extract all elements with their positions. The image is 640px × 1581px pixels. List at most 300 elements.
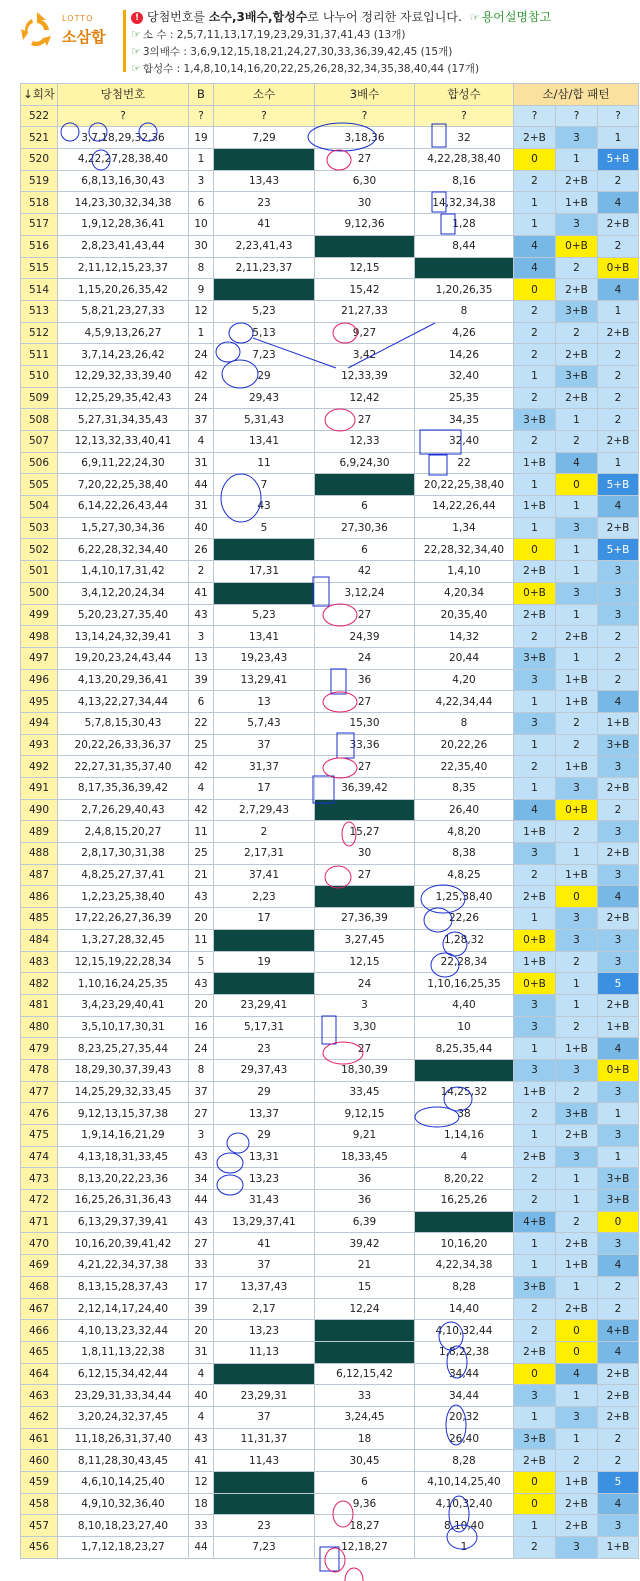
triple-cell: 27,36,39 [315,908,415,930]
header-triple: 3배수 [315,84,415,106]
prime-cell [214,582,315,604]
pattern-cell: 3+B [556,1103,598,1125]
intro-text-end: 로 나누어 정리한 자료입니다. [307,10,462,24]
pattern-cell: 2 [598,1276,639,1298]
numbers-cell: 1,10,16,24,25,35 [58,973,189,995]
round-cell: 501 [21,561,58,583]
pattern-cell: 2 [556,1211,598,1233]
pattern-cell: 2+B [556,1233,598,1255]
numbers-cell: 1,2,23,25,38,40 [58,886,189,908]
composite-cell: 14,26 [415,344,514,366]
prime-cell: 41 [214,1233,315,1255]
round-cell: 505 [21,474,58,496]
prime-cell: 31,43 [214,1190,315,1212]
table-row [21,1537,639,1559]
round-cell: 519 [21,170,58,192]
header-bonus: B [189,84,214,106]
pattern-cell: 3+B [556,300,598,322]
pattern-cell: 1 [514,1255,556,1277]
round-cell: 500 [21,582,58,604]
pattern-cell: 3 [514,1016,556,1038]
pattern-cell: 1 [556,539,598,561]
bonus-cell: 34 [189,1168,214,1190]
prime-cell: 2,11,23,37 [214,257,315,279]
pattern-cell: 3+B [514,647,556,669]
prime-cell [214,929,315,951]
composite-cell: 4,10,32,44 [415,1320,514,1342]
composite-cell: 20,44 [415,647,514,669]
numbers-cell: 23,29,31,33,34,44 [58,1385,189,1407]
round-cell: 493 [21,734,58,756]
table-row [21,1211,639,1233]
pattern-cell: 2+B [556,626,598,648]
table-row [21,756,639,778]
prime-cell: 37,41 [214,864,315,886]
composite-cell: 25,35 [415,387,514,409]
composite-cell: 22 [415,452,514,474]
table-row [21,951,639,973]
table-row [21,344,639,366]
composite-cell: 26,40 [415,1428,514,1450]
bonus-cell: 39 [189,1298,214,1320]
triple-cell: 12,18,27 [315,1537,415,1559]
composite-cell: 4,8,25 [415,864,514,886]
table-row [21,1255,639,1277]
triple-cell: 3,18,36 [315,127,415,149]
triple-cell: 24 [315,647,415,669]
prime-cell: 13,37 [214,1103,315,1125]
pattern-cell: 2 [514,1168,556,1190]
pattern-cell: 2 [556,431,598,453]
table-row [21,474,639,496]
triple-cell: 12,33,39 [315,365,415,387]
table-row [21,1059,639,1081]
prime-cell [214,1493,315,1515]
numbers-cell: 3,7,18,29,32,36 [58,127,189,149]
intro-bold-text: 소수,3배수,합성수 [208,10,308,24]
composite-cell: 1,4,10 [415,561,514,583]
round-cell: 467 [21,1298,58,1320]
numbers-cell: 12,15,19,22,28,34 [58,951,189,973]
numbers-cell: 6,8,13,16,30,43 [58,170,189,192]
composite-cell: 10 [415,1016,514,1038]
pattern-cell: 2+B [598,843,639,865]
pattern-cell: 2 [598,669,639,691]
numbers-cell: 4,21,22,34,37,38 [58,1255,189,1277]
numbers-cell: 5,20,23,27,35,40 [58,604,189,626]
pattern-cell: 3 [556,582,598,604]
table-row [21,149,639,171]
prime-cell: 23 [214,1038,315,1060]
pattern-cell: 2 [514,1537,556,1559]
prime-cell: 41 [214,214,315,236]
composite-cell: 4,10,14,25,40 [415,1472,514,1494]
composite-cell: 4,8,20 [415,821,514,843]
bonus-cell: 12 [189,1472,214,1494]
prime-cell: 5 [214,517,315,539]
composite-cell: 34,44 [415,1363,514,1385]
triple-cell: 6 [315,539,415,561]
pattern-cell: 4 [556,452,598,474]
prime-cell: 37 [214,1406,315,1428]
table-row [21,1038,639,1060]
bonus-cell: 31 [189,1341,214,1363]
pattern-cell: 4+B [514,1211,556,1233]
round-cell: 512 [21,322,58,344]
prime-cell [214,149,315,171]
numbers-cell: 1,15,20,26,35,42 [58,279,189,301]
numbers-cell: 4,9,10,32,36,40 [58,1493,189,1515]
table-row [21,821,639,843]
composite-cell: 10,16,20 [415,1233,514,1255]
pattern-cell: 1 [556,973,598,995]
table-row [21,1233,639,1255]
bonus-cell: 3 [189,1125,214,1147]
triple-cell: 15 [315,1276,415,1298]
pattern-cell: 2 [514,322,556,344]
pattern-cell: 2 [598,799,639,821]
pattern-cell: 0 [514,539,556,561]
round-cell: 517 [21,214,58,236]
bonus-cell: 42 [189,365,214,387]
bonus-cell: 13 [189,647,214,669]
numbers-cell: 6,12,15,34,42,44 [58,1363,189,1385]
prime-cell: 31,37 [214,756,315,778]
table-header-row [21,84,639,106]
pattern-cell: 2 [514,387,556,409]
header-composite: 합성수 [415,84,514,106]
pattern-cell: 3 [514,994,556,1016]
table-row [21,1450,639,1472]
round-cell: 498 [21,626,58,648]
triple-cell: 27 [315,864,415,886]
bonus-cell: 9 [189,279,214,301]
pattern-cell: 1 [556,604,598,626]
numbers-cell: 2,7,26,29,40,43 [58,799,189,821]
triple-cell: 12,42 [315,387,415,409]
pattern-cell: 1+B [556,669,598,691]
round-cell: 504 [21,496,58,518]
pattern-cell: 3+B [598,1190,639,1212]
prime-cell: 5,13 [214,322,315,344]
bonus-cell: 44 [189,1190,214,1212]
numbers-cell: 1,9,14,16,21,29 [58,1125,189,1147]
table-row [21,105,639,127]
pattern-cell: 1+B [598,1016,639,1038]
round-cell: 521 [21,127,58,149]
prime-cell: 23 [214,192,315,214]
composite-cell: 38 [415,1103,514,1125]
composite-cell: 32 [415,127,514,149]
triple-text: 3의배수 : 3,6,9,12,15,18,21,24,27,30,33,36,39,42,45 (15개) [142,46,453,58]
round-cell: 510 [21,365,58,387]
composite-cell: 8,16 [415,170,514,192]
pattern-cell: 2+B [556,1125,598,1147]
composite-cell: 4,20,34 [415,582,514,604]
pattern-cell: 3 [514,843,556,865]
bonus-cell: 6 [189,192,214,214]
pattern-cell: 0+B [598,257,639,279]
pattern-cell: 1 [514,691,556,713]
composite-cell: 8 [415,300,514,322]
table-row [21,1081,639,1103]
table-row [21,192,639,214]
pattern-cell: 0+B [514,582,556,604]
bonus-cell: 5 [189,951,214,973]
pattern-cell: 3 [556,908,598,930]
pattern-cell: 1 [598,1103,639,1125]
pattern-cell: 4 [514,235,556,257]
prime-cell [214,279,315,301]
pattern-cell: 1+B [514,951,556,973]
triple-cell [315,1341,415,1363]
round-cell: 457 [21,1515,58,1537]
composite-cell: 1,25,38,40 [415,886,514,908]
prime-cell: 13,37,43 [214,1276,315,1298]
pattern-cell: 4+B [598,1320,639,1342]
prime-cell: 13 [214,691,315,713]
prime-cell: 7 [214,474,315,496]
numbers-cell: 3,4,23,29,40,41 [58,994,189,1016]
table-row [21,626,639,648]
pattern-cell: 2 [514,344,556,366]
round-cell: 460 [21,1450,58,1472]
pattern-cell: ? [598,105,639,127]
prime-cell: 5,23 [214,604,315,626]
numbers-cell: 16,25,26,31,36,43 [58,1190,189,1212]
table-row [21,778,639,800]
round-cell: 480 [21,1016,58,1038]
bonus-cell: 31 [189,452,214,474]
bonus-cell: 4 [189,1363,214,1385]
pattern-cell: 1 [556,1168,598,1190]
numbers-cell: 8,17,35,36,39,42 [58,778,189,800]
bonus-cell: 42 [189,756,214,778]
pattern-cell: 3 [514,669,556,691]
pattern-cell: 4 [598,192,639,214]
pattern-cell: 2+B [514,127,556,149]
prime-cell: 13,43 [214,170,315,192]
pattern-cell: 0 [514,1472,556,1494]
pattern-cell: 2 [556,712,598,734]
pattern-cell: 2+B [598,1406,639,1428]
intro-text: 당첨번호를 [147,10,209,24]
numbers-cell: 6,14,22,26,43,44 [58,496,189,518]
round-cell: 495 [21,691,58,713]
round-cell: 482 [21,973,58,995]
pattern-cell: 5+B [598,149,639,171]
pattern-cell: 0 [598,1211,639,1233]
bonus-cell: 42 [189,799,214,821]
pattern-cell: 4 [514,257,556,279]
numbers-cell: 4,6,10,14,25,40 [58,1472,189,1494]
pattern-cell: 1 [556,409,598,431]
bonus-cell: 40 [189,517,214,539]
round-cell: 461 [21,1428,58,1450]
table-row [21,1125,639,1147]
pattern-cell: 0 [556,1341,598,1363]
pattern-cell: 2 [598,387,639,409]
prime-cell: 29,37,43 [214,1059,315,1081]
table-row [21,1515,639,1537]
triple-cell: 36 [315,669,415,691]
prime-cell: 13,29,41 [214,669,315,691]
composite-cell: 14,22,26,44 [415,496,514,518]
prime-cell: 29 [214,1125,315,1147]
numbers-cell: 4,8,25,27,37,41 [58,864,189,886]
prime-cell: 2 [214,821,315,843]
pattern-cell: 3 [556,214,598,236]
prime-text: 소 수 : 2,5,7,11,13,17,19,23,29,31,37,41,43 (13개) [142,29,406,41]
pattern-cell: 2+B [556,170,598,192]
round-cell: 481 [21,994,58,1016]
pattern-cell: 2+B [598,214,639,236]
composite-cell: 4,22,34,44 [415,691,514,713]
help-link[interactable] [470,10,551,24]
pattern-cell: 1 [514,1406,556,1428]
pattern-cell: 2+B [598,778,639,800]
logo-brand: LOTTO [62,14,94,23]
numbers-cell: 19,20,23,24,43,44 [58,647,189,669]
bonus-cell: 40 [189,1385,214,1407]
numbers-cell: 17,22,26,27,36,39 [58,908,189,930]
header-round[interactable]: ↓회차 [21,84,58,106]
pattern-cell: 1 [556,994,598,1016]
triple-cell: 27 [315,756,415,778]
numbers-cell: 1,8,11,13,22,38 [58,1341,189,1363]
prime-cell: 2,17,31 [214,843,315,865]
triple-cell: ? [315,105,415,127]
pattern-cell: 5 [598,973,639,995]
composite-cell: 8,35 [415,778,514,800]
prime-cell: 2,23,41,43 [214,235,315,257]
pattern-cell: 0 [514,149,556,171]
composite-cell: 8,25,35,44 [415,1038,514,1060]
composite-cell: 8 [415,712,514,734]
bonus-cell: 16 [189,1016,214,1038]
numbers-cell: 1,3,27,28,32,45 [58,929,189,951]
bonus-cell: 30 [189,235,214,257]
bonus-cell: 24 [189,344,214,366]
pattern-cell: 2 [598,170,639,192]
pattern-cell: 2 [556,1016,598,1038]
table-row [21,170,639,192]
table-row [21,257,639,279]
composite-cell: 4,10,32,40 [415,1493,514,1515]
warning-icon: ! [131,12,143,24]
pattern-cell: 1 [556,1385,598,1407]
pattern-cell: 2 [598,626,639,648]
round-cell: 464 [21,1363,58,1385]
pattern-cell: ? [514,105,556,127]
pattern-cell: 2 [598,365,639,387]
pattern-cell: 3 [598,756,639,778]
triple-cell: 6 [315,496,415,518]
triple-cell: 18,27 [315,1515,415,1537]
bonus-cell: 31 [189,496,214,518]
triple-cell: 42 [315,561,415,583]
composite-cell: 14,32,34,38 [415,192,514,214]
pattern-cell: 5 [598,1472,639,1494]
composite-cell: 14,25,32 [415,1081,514,1103]
pattern-cell: 2 [514,1190,556,1212]
table-row [21,1341,639,1363]
numbers-cell: 2,8,23,41,43,44 [58,235,189,257]
numbers-cell: 8,13,20,22,23,36 [58,1168,189,1190]
composite-cell: 14,32 [415,626,514,648]
numbers-cell: 11,18,26,31,37,40 [58,1428,189,1450]
pattern-cell: 3 [556,127,598,149]
triple-cell: 27 [315,1038,415,1060]
round-cell: 497 [21,647,58,669]
prime-cell: 17 [214,908,315,930]
composite-text: 합성수 : 1,4,8,10,14,16,20,22,25,26,28,32,34,35,38,40,44 (17개) [142,63,480,75]
numbers-cell: 5,7,8,15,30,43 [58,712,189,734]
pattern-cell: 1 [598,300,639,322]
round-cell: 475 [21,1125,58,1147]
bonus-cell: 4 [189,431,214,453]
round-cell: 492 [21,756,58,778]
bonus-cell: 37 [189,409,214,431]
table-row [21,1168,639,1190]
triple-cell: 3 [315,994,415,1016]
tag-icon: ☞ [131,45,141,58]
numbers-cell: 5,27,31,34,35,43 [58,409,189,431]
table-row [21,214,639,236]
composite-cell: 1,28 [415,214,514,236]
help-label: 용어설명참고 [481,10,552,24]
table-row [21,409,639,431]
pattern-cell: 2 [514,1298,556,1320]
pattern-cell: 1+B [514,496,556,518]
pattern-cell: 0 [514,1493,556,1515]
composite-cell: 1,34 [415,517,514,539]
bonus-cell: 1 [189,322,214,344]
bonus-cell: 8 [189,1059,214,1081]
pattern-cell: 3 [556,778,598,800]
triple-cell: 3,27,45 [315,929,415,951]
numbers-cell: 3,20,24,32,37,45 [58,1406,189,1428]
numbers-cell: 2,8,17,30,31,38 [58,843,189,865]
numbers-cell: 4,5,9,13,26,27 [58,322,189,344]
composite-cell: 8,44 [415,235,514,257]
prime-cell: 23,29,31 [214,1385,315,1407]
composite-cell: ? [415,105,514,127]
prime-cell: 13,23 [214,1320,315,1342]
pattern-cell: 3 [514,1385,556,1407]
pattern-cell: 2 [598,235,639,257]
pattern-cell: 2+B [514,561,556,583]
numbers-cell: 1,5,27,30,34,36 [58,517,189,539]
bonus-cell: 37 [189,1081,214,1103]
prime-cell [214,973,315,995]
bonus-cell: 43 [189,604,214,626]
pattern-cell: 1+B [556,1472,598,1494]
pattern-cell: 3+B [598,734,639,756]
pattern-cell: 3+B [514,1276,556,1298]
composite-cell: 16,25,26 [415,1190,514,1212]
round-cell: 459 [21,1472,58,1494]
table-row [21,973,639,995]
triple-cell: 9,36 [315,1493,415,1515]
composite-cell: 14,40 [415,1298,514,1320]
bonus-cell: 43 [189,1146,214,1168]
round-cell: 472 [21,1190,58,1212]
table-row [21,452,639,474]
pattern-cell: 3+B [514,409,556,431]
composite-cell: 22,28,32,34,40 [415,539,514,561]
round-cell: 462 [21,1406,58,1428]
